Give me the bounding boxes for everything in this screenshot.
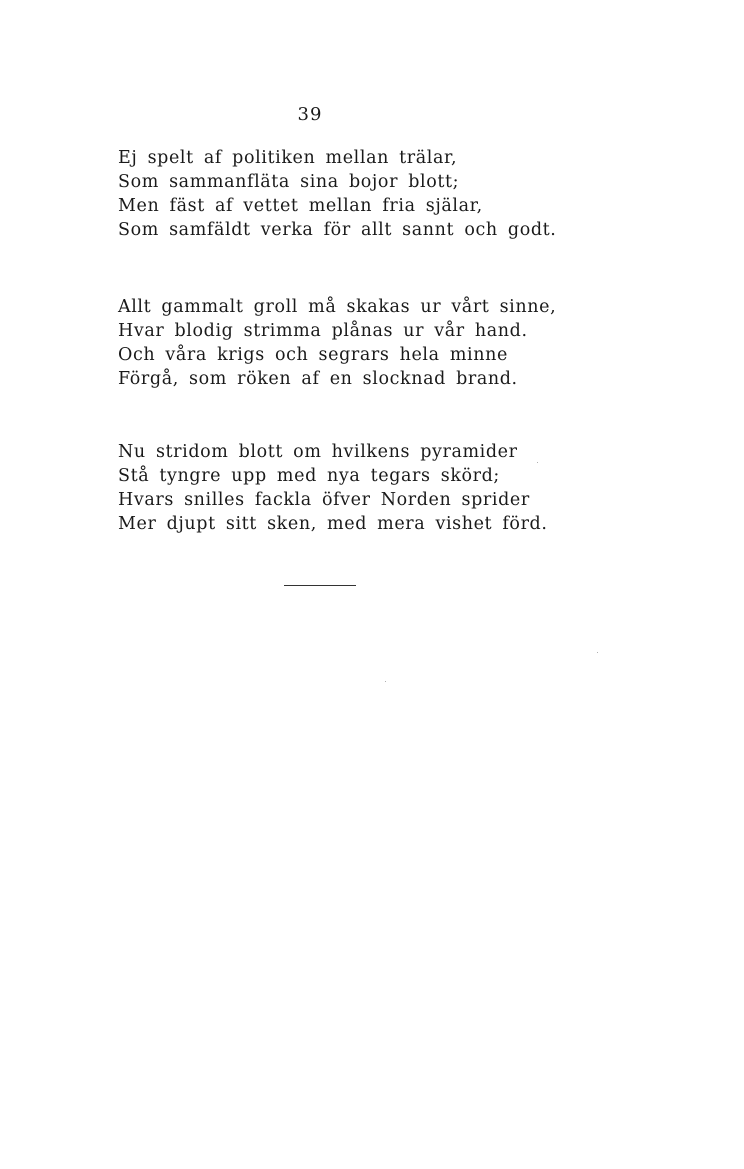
verse-line: Hvar blodig strimma plånas ur vår hand. xyxy=(118,321,528,341)
stanza-1 xyxy=(118,146,556,242)
stanza-2 xyxy=(118,295,556,391)
verse-line: Förgå, som röken af en slocknad brand. xyxy=(118,369,518,389)
stanza-3 xyxy=(118,440,548,536)
page-number: 39 xyxy=(297,104,323,125)
section-divider-rule xyxy=(284,585,356,586)
verse-line: Mer djupt sitt sken, med mera vishet förd. xyxy=(118,514,548,534)
verse-line: Men fäst af vettet mellan fria själar, xyxy=(118,196,483,216)
verse-line: Och våra krigs och segrars hela minne xyxy=(118,345,508,365)
verse-line: Ej spelt af politiken mellan trälar, xyxy=(118,148,458,168)
verse-line: Allt gammalt groll må skakas ur vårt sinne, xyxy=(118,297,557,317)
paper-speck xyxy=(537,462,538,463)
verse-line: Som sammanfläta sina bojor blott; xyxy=(118,172,460,192)
verse-line: Som samfäldt verka för allt sannt och godt. xyxy=(118,220,557,240)
verse-line: Nu stridom blott om hvilkens pyramider xyxy=(118,442,518,462)
paper-speck xyxy=(597,652,598,653)
verse-line: Stå tyngre upp med nya tegars skörd; xyxy=(118,466,500,486)
paper-speck xyxy=(385,681,386,682)
verse-line: Hvars snilles fackla öfver Norden sprider xyxy=(118,490,530,510)
